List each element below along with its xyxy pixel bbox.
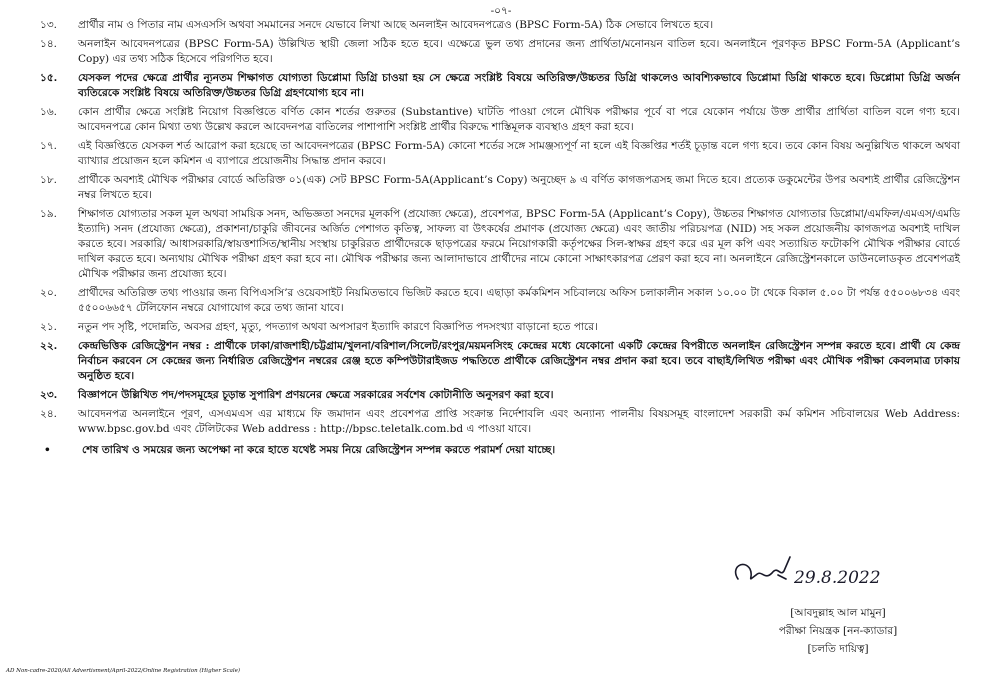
- item-number: ১৪.: [40, 38, 57, 50]
- list-item: [40, 173, 960, 203]
- item-text: আবেদনপত্র অনলাইনে পূরণ, এসএমএস এর মাধ্যমে ফি জমাদান এবং প্রবেশপত্র প্রাপ্তি সংক্রান্ত নির্দেশাবলি এবং অন্যান্য পালনীয় বিষয়সমূহ বাংলাদেশ সরকারী কর্ম কমিশন সচিবালয়ের Web Address: www.bpsc.gov.bd এবং টেলিটকের Web address : http://bpsc.teletalk.com.bd এ পাওয়া যাবে।: [78, 408, 960, 435]
- item-number: ১৯.: [40, 208, 57, 220]
- list-item: [40, 71, 960, 101]
- item-number: ২০.: [40, 287, 57, 299]
- list-item: [40, 407, 960, 437]
- item-text: এই বিজ্ঞপ্তিতে যেসকল শর্ত আরোপ করা হয়েছে তা আবেদনপত্রের (BPSC Form-5A) কোনো শর্তের সঙ্গে সামঞ্জস্যপূর্ণ না হলে এই বিজ্ঞপ্তির শর্তই চূড়ান্ত বলে গণ্য হবে। তবে কোন বিষয় অনুল্লিখিত থাকলে অথবা ব্যাখ্যার প্রয়োজন হলে কমিশন এ ব্যাপারে প্রয়োজনীয় সিদ্ধান্ত প্রদান করবে।: [78, 140, 960, 167]
- list-item: [40, 339, 960, 384]
- signature: [720, 545, 950, 595]
- item-text: কেন্দ্রভিত্তিক রেজিস্ট্রেশন নম্বর : প্রার্থীকে ঢাকা/রাজশাহী/চট্টগ্রাম/খুলনা/বরিশাল/সিলেট/রংপুর/ময়মনসিংহ কেন্দ্রের মধ্যে যেকোনো একটি কেন্দ্রের বিপরীতে অনলাইন রেজিস্ট্রেশন সম্পন্ন করতে হবে। প্রার্থী যে কেন্দ্র নির্বাচন করবেন সে কেন্দ্রের জন্য নির্ধারিত রেজিস্ট্রেশন নম্বরের রেঞ্জ হতে কম্পিউটারাইজড পদ্ধতিতে প্রার্থীকে রেজিস্ট্রেশন নম্বর প্রদান করা হবে। তবে বাছাই/লিখিত পরীক্ষা এবং মৌখিক পরীক্ষা কেবলমাত্র ঢাকায় অনুষ্ঠিত হবে।: [78, 340, 960, 382]
- item-number: ২৪.: [40, 408, 57, 420]
- item-number: ২২.: [40, 340, 58, 352]
- signatory-block: [748, 604, 928, 658]
- item-text: যেসকল পদের ক্ষেত্রে প্রার্থীর ন্যূনতম শিক্ষাগত যোগ্যতা ডিপ্লোমা ডিগ্রি চাওয়া হয় সে ক্ষেত্রে সংশ্লিষ্ট বিষয়ে অতিরিক্ত/উচ্চতর ডিগ্রি থাকলেও আবশ্যিকভাবে ডিপ্লোমা ডিগ্রি থাকতে হবে। ডিপ্লোমা ডিগ্রি অর্জন ব্যতিরেকে সংশ্লিষ্ট বিষয়ে অতিরিক্ত/উচ্চতর ডিগ্রি গ্রহণযোগ্য হবে না।: [78, 72, 960, 99]
- item-text: বিজ্ঞাপনে উল্লিখিত পদ/পদসমূহের চূড়ান্ত সুপারিশ প্রণয়নের ক্ষেত্রে সরকারের সর্বশেষ কোটানীতি অনুসরণ করা হবে।: [78, 389, 554, 401]
- list-item: [40, 139, 960, 169]
- list-item: [40, 286, 960, 316]
- signatory-designation: পরীক্ষা নিয়ন্ত্রক [নন-ক্যাডার]: [778, 625, 898, 637]
- list-item: [40, 207, 960, 282]
- list-item: [40, 37, 960, 67]
- instruction-list: [40, 18, 960, 458]
- item-number: ১৭.: [40, 140, 57, 152]
- item-text: প্রার্থীর নাম ও পিতার নাম এসএসসি অথবা সমমানের সনদে যেভাবে লিখা আছে অনলাইন আবেদনপত্রেও (BPSC Form-5A) ঠিক সেভাবে লিখতে হবে।: [78, 19, 714, 31]
- advice-note: [40, 443, 960, 458]
- item-text: প্রার্থীদের অতিরিক্ত তথ্য পাওয়ার জন্য বিপিএসসি’র ওয়েবসাইট নিয়মিতভাবে ভিজিট করতে হবে। এছাড়া কর্মকমিশন সচিবালয়ে অফিস চলাকালীন সকাল ১০.০০ টা থেকে বিকাল ৫.০০ টা পর্যন্ত ৫৫০০৬৮৩৪ এবং ৫৫০০৬৬৫৭ টেলিফোন নম্বরে যোগাযোগ করে তথ্য জানা যাবে।: [78, 287, 960, 314]
- list-item: [40, 320, 960, 335]
- list-item: [40, 18, 960, 33]
- signatory-charge: [চলতি দায়িত্ব]: [807, 643, 869, 655]
- bullet-icon: •: [44, 444, 51, 456]
- item-number: ১৫.: [40, 72, 58, 84]
- item-number: ১৮.: [40, 174, 57, 186]
- item-text: শিক্ষাগত যোগ্যতার সকল মূল অথবা সাময়িক সনদ, অভিজ্ঞতা সনদের মূলকপি (প্রযোজ্য ক্ষেত্রে), প্রবেশপত্র, BPSC Form-5A (Applicant’s Copy), উচ্চতর শিক্ষাগত যোগ্যতার ডিপ্লোমা/এমফিল/এমএস/এমডি ইত্যাদি) সনদ (প্রযোজ্য ক্ষেত্রে), প্রকাশনা/চাকুরি জীবনের অর্জিত পেশাগত কৃতিত্ব, সাফল্য বা উৎকর্ষের প্রমাণক (প্রযোজ্য ক্ষেত্রে) এবং জাতীয় পরিচয়পত্র (NID) সহ সকল প্রয়োজনীয় কাগজপত্র অবশ্যই দাখিল করতে হবে। সরকারি/ আধাসরকারি/স্বায়ত্তশাসিত/স্থানীয় সংস্থায় চাকুরিরত প্রার্থীদেরকে ছাড়পত্রের ফরমে নিয়োগকারী কর্তৃপক্ষের সিল-স্বাক্ষর গ্রহণ করে এর মূল কপি এবং সত্যায়িত ফটোকপি মৌখিক পরীক্ষার বোর্ডে দাখিল করতে হবে। অন্যথায় মৌখিক পরীক্ষা গ্রহণ করা হবে না। মৌখিক পরীক্ষার জন্য আলাদাভাবে প্রার্থীদের নামে কোনো সাক্ষাৎকারপত্র প্রেরণ করা হবে না। অনলাইনে রেজিস্ট্রেশনকালে ডাউনলোডকৃত প্রবেশপত্রই মৌখিক পরীক্ষার জন্য প্রযোজ্য হবে।: [78, 208, 960, 280]
- advice-text: শেষ তারিখ ও সময়ের জন্য অপেক্ষা না করে হাতে যথেষ্ট সময় নিয়ে রেজিস্ট্রেশন সম্পন্ন করতে পরামর্শ দেয়া যাচ্ছে।: [82, 444, 556, 456]
- page-number: -০৭-: [490, 5, 512, 17]
- footer-path: AD Non-cadre-2020/All Advertisment/April-2022/Online Registration (Higher Scale): [6, 668, 241, 674]
- item-number: ১৬.: [40, 106, 57, 118]
- signature-date: 29.8.2022: [794, 568, 881, 588]
- list-item: [40, 388, 960, 403]
- item-number: ২৩.: [40, 389, 58, 401]
- item-text: নতুন পদ সৃষ্টি, পদোন্নতি, অবসর গ্রহণ, মৃত্যু, পদত্যাগ অথবা অপসারণ ইত্যাদি কারণে বিজ্ঞাপিত পদসংখ্যা বাড়ানো হতে পারে।: [78, 321, 598, 333]
- list-item: [40, 105, 960, 135]
- item-text: কোন প্রার্থীর ক্ষেত্রে সংশ্লিষ্ট নিয়োগ বিজ্ঞপ্তিতে বর্ণিত কোন শর্তের গুরুতর (Substantive) ঘাটতি পাওয়া গেলে মৌখিক পরীক্ষার পূর্বে বা পরে যেকোন পর্যায়ে উক্ত প্রার্থীর প্রার্থিতা বাতিল বলে গণ্য হবে। আবেদনপত্রে কোন মিথ্যা তথ্য উল্লেখ করলে আবেদনপত্র বাতিলের পাশাপাশি সংশ্লিষ্ট প্রার্থীর বিরুদ্ধে শাস্তিমূলক ব্যবস্থাও গ্রহণ করা হবে।: [78, 106, 960, 133]
- signatory-name: [আবদুল্লাহ আল মামুন]: [790, 607, 886, 619]
- item-text: অনলাইন আবেদনপত্রের (BPSC Form-5A) উল্লিখিত স্থায়ী জেলা সঠিক হতে হবে। এক্ষেত্রে ভুল তথ্য প্রদানের জন্য প্রার্থিতা/মনোনয়ন বাতিল হবে। অনলাইনে পূরণকৃত BPSC Form-5A (Applicant’s Copy) এর তথ্য সঠিক হিসেবে পরিগণিত হবে।: [78, 38, 960, 65]
- item-text: প্রার্থীকে অবশ্যই মৌখিক পরীক্ষার বোর্ডে অতিরিক্ত ০১(এক) সেট BPSC Form-5A(Applicant’s Copy) অনুচ্ছেদ ৯ এ বর্ণিত কাগজপত্রসহ জমা দিতে হবে। প্রত্যেক ডকুমেন্টের উপর অবশ্যই প্রার্থীর রেজিস্ট্রেশন নম্বর লিখতে হবে।: [78, 174, 960, 201]
- item-number: ২১.: [40, 321, 57, 333]
- item-number: ১৩.: [40, 19, 57, 31]
